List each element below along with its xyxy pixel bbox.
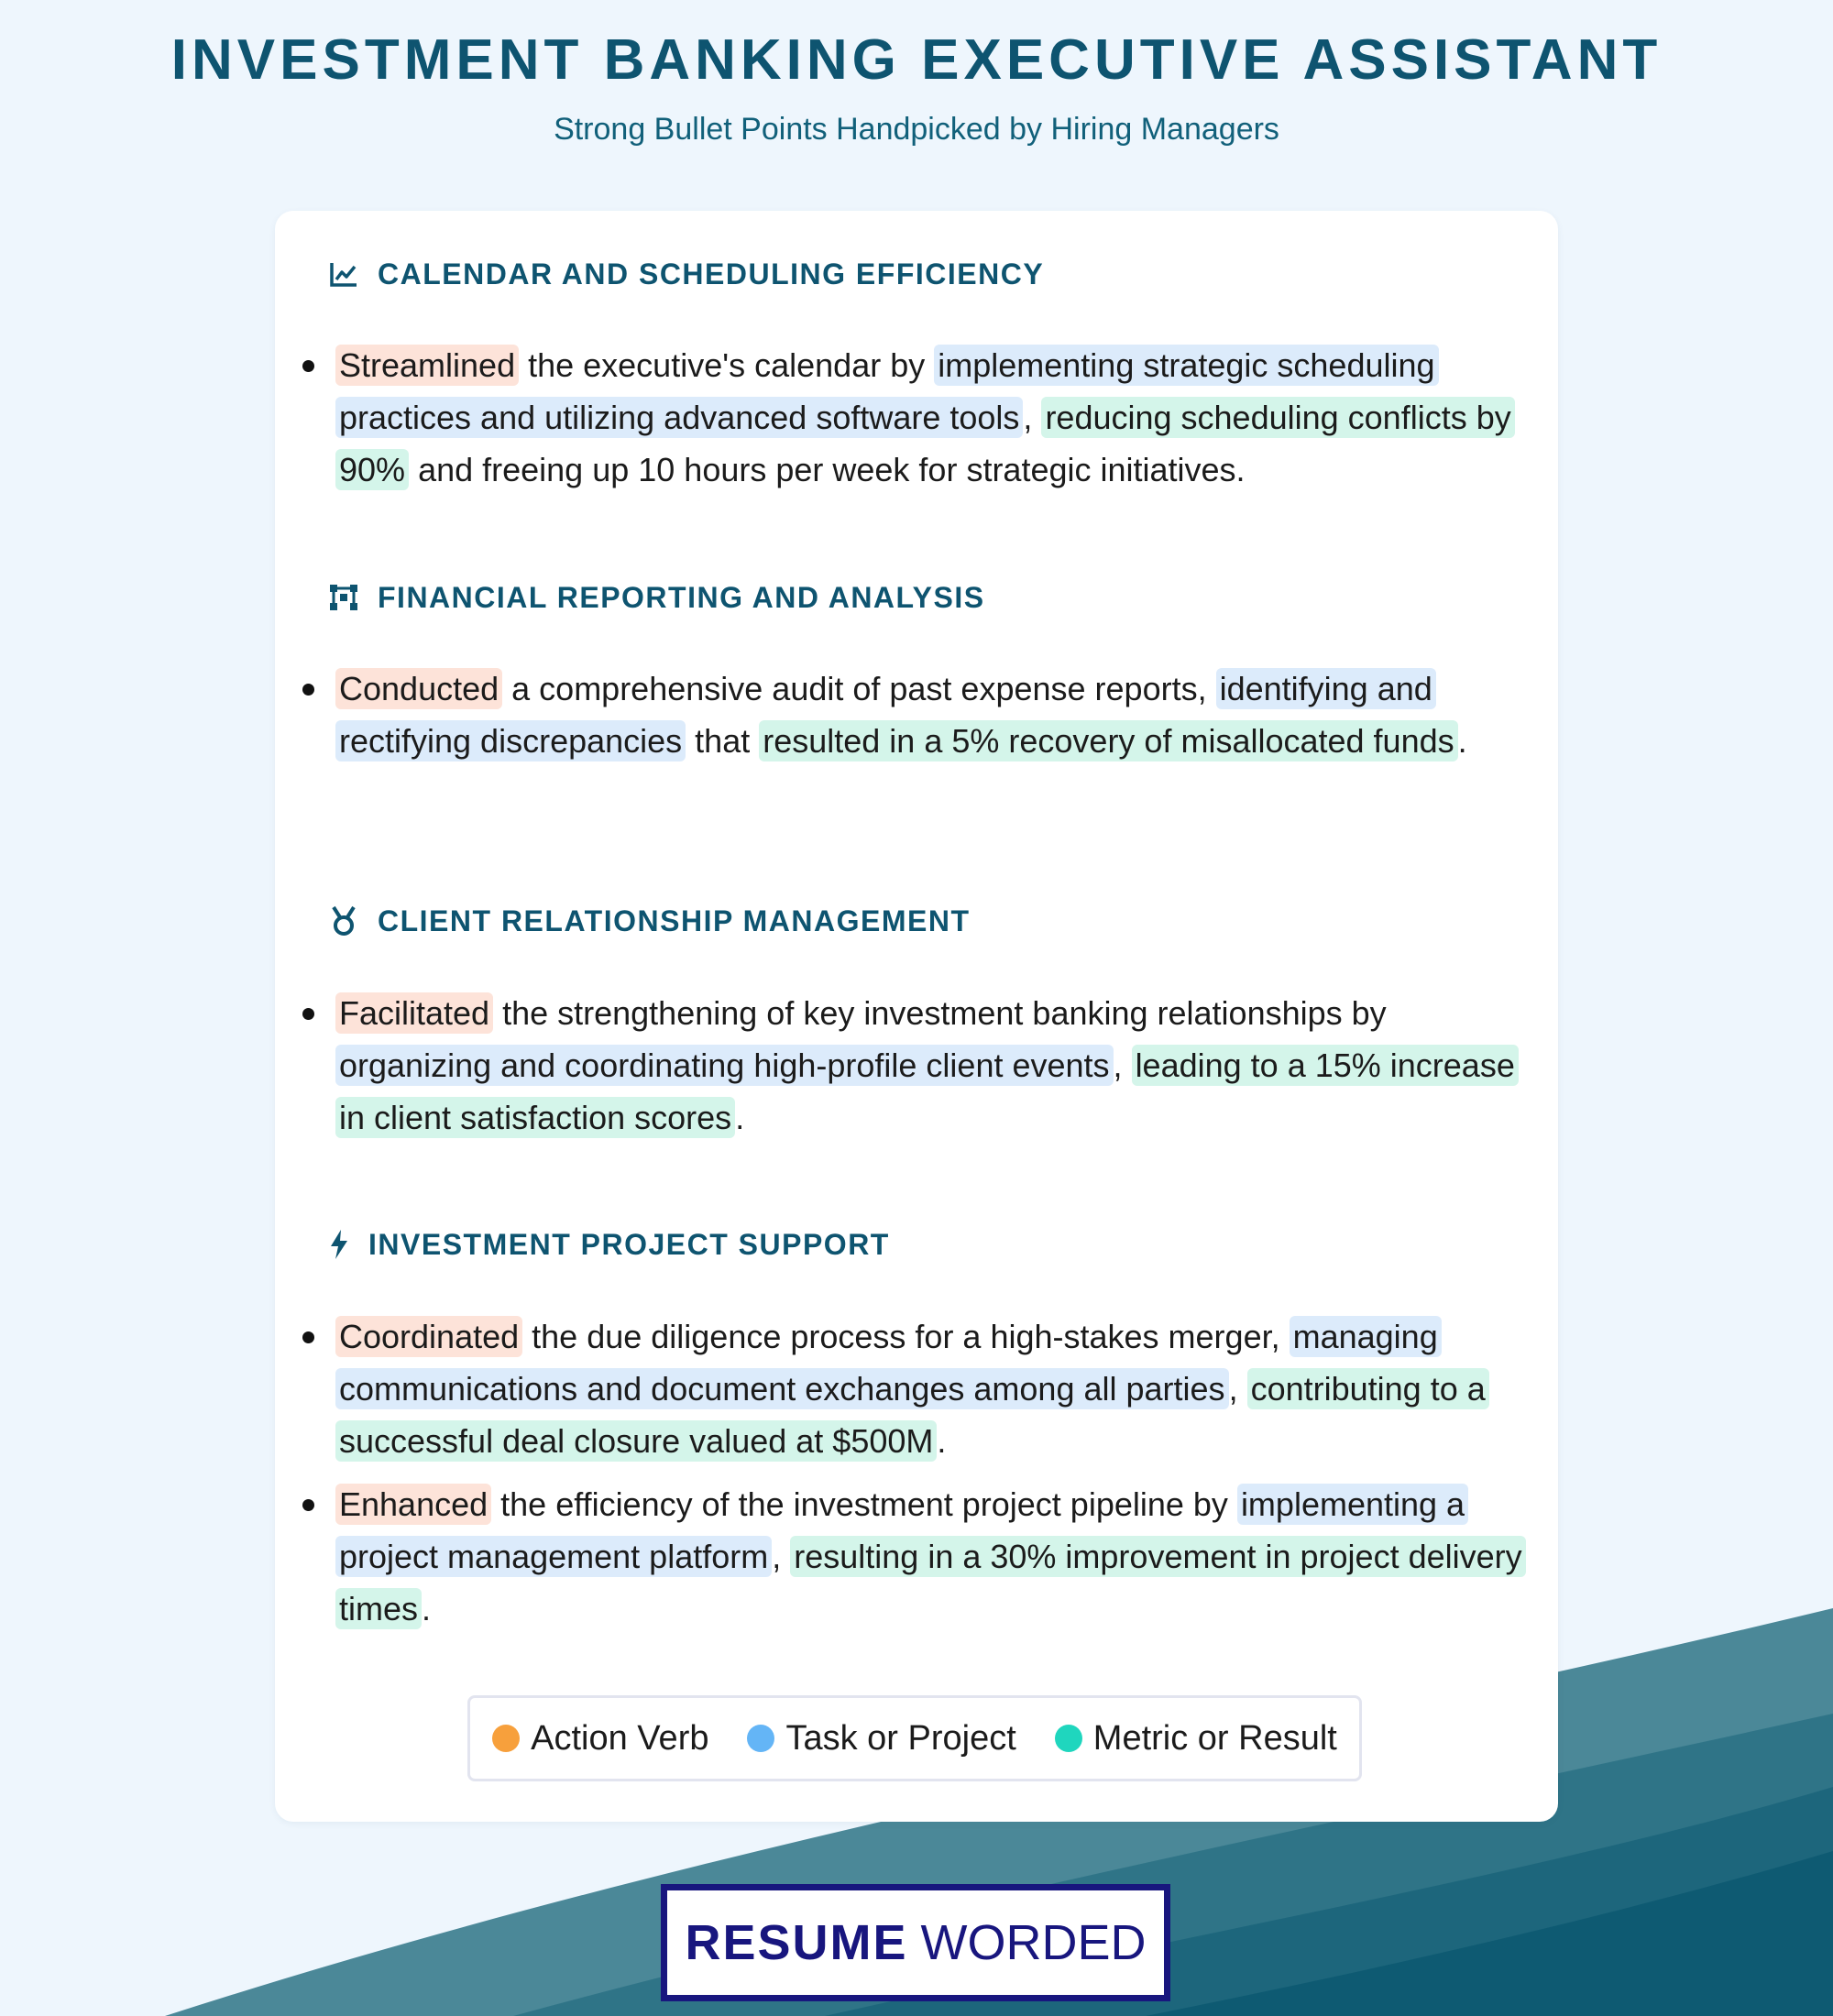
bullet-list-investment	[275, 1310, 1558, 1646]
bullet-text: ,	[1228, 1370, 1247, 1408]
bullet-list-calendar	[275, 339, 1558, 507]
section-header-client	[328, 898, 970, 944]
resume-bullets-card	[275, 211, 1558, 1822]
teal-dot-icon	[1055, 1725, 1082, 1752]
page-subtitle: Strong Bullet Points Handpicked by Hiring Managers	[554, 112, 1279, 147]
section-header-financial	[328, 575, 985, 620]
bullet-text: .	[422, 1590, 432, 1627]
page-title: INVESTMENT BANKING EXECUTIVE ASSISTANT	[170, 28, 1663, 92]
bullet-text: the executive's calendar by	[519, 346, 935, 384]
section-title: INVESTMENT PROJECT SUPPORT	[368, 1227, 890, 1261]
bullet-text: ,	[772, 1538, 791, 1575]
bullet-item	[275, 663, 1558, 767]
task-phrase: identifying and rectifying discrepancies	[335, 668, 1436, 761]
task-phrase: managing communications and document exchanges among all parties	[335, 1316, 1442, 1409]
section-header-investment	[328, 1222, 890, 1267]
legend-item-action-verb	[492, 1719, 708, 1759]
network-nodes-icon	[328, 582, 359, 613]
bullet-text: that	[686, 722, 760, 760]
bullet-dot	[302, 1499, 314, 1511]
bullet-text: .	[735, 1099, 745, 1136]
action-verb: Streamlined	[335, 345, 519, 386]
task-phrase: organizing and coordinating high-profile client events	[335, 1045, 1114, 1086]
legend-label: Action Verb	[531, 1718, 709, 1758]
lightning-bolt-icon	[328, 1229, 350, 1260]
bullet-text: the due diligence process for a high-stakes merger,	[522, 1318, 1290, 1355]
blue-dot-icon	[747, 1725, 774, 1752]
bullet-text: .	[1457, 722, 1467, 760]
section-title: FINANCIAL REPORTING AND ANALYSIS	[378, 580, 985, 614]
metric-phrase: resulting in a 30% improvement in project delivery times	[335, 1536, 1526, 1629]
bullet-dot	[302, 1331, 314, 1343]
action-verb: Conducted	[335, 668, 502, 709]
bullet-text: .	[937, 1422, 947, 1460]
bullet-item	[275, 1478, 1558, 1635]
bullet-text: and freeing up 10 hours per week for strategic initiatives.	[409, 451, 1246, 488]
line-chart-icon	[328, 258, 359, 290]
section-header-calendar	[328, 251, 1044, 297]
resume-worded-logo[interactable]	[661, 1884, 1170, 2001]
medal-icon	[328, 905, 359, 937]
action-verb: Coordinated	[335, 1316, 522, 1357]
bullet-dot	[302, 360, 314, 372]
action-verb: Enhanced	[335, 1484, 491, 1525]
bullet-text: ,	[1113, 1046, 1132, 1084]
metric-phrase: leading to a 15% increase in client satisfaction scores	[335, 1045, 1519, 1138]
metric-phrase: reducing scheduling conflicts by 90%	[335, 397, 1515, 490]
metric-phrase: resulted in a 5% recovery of misallocated funds	[759, 720, 1457, 761]
logo-text-bold: RESUME	[685, 1915, 908, 1970]
highlight-legend	[467, 1695, 1362, 1781]
action-verb: Facilitated	[335, 992, 493, 1034]
bullet-list-financial	[275, 663, 1558, 778]
bullet-text: the strengthening of key investment banking relationships by	[493, 994, 1387, 1032]
bullet-item	[275, 1310, 1558, 1467]
section-title: CALENDAR AND SCHEDULING EFFICIENCY	[378, 257, 1045, 290]
task-phrase: implementing strategic scheduling practices and utilizing advanced software tools	[335, 345, 1439, 438]
legend-label: Task or Project	[785, 1718, 1016, 1758]
bullet-dot	[302, 684, 314, 696]
bullet-dot	[302, 1008, 314, 1020]
bullet-text: ,	[1023, 399, 1042, 436]
bullet-text: a comprehensive audit of past expense reports,	[502, 670, 1216, 707]
legend-item-task	[747, 1719, 1015, 1759]
metric-phrase: contributing to a successful deal closure valued at $500M	[335, 1368, 1489, 1462]
section-title: CLIENT RELATIONSHIP MANAGEMENT	[378, 904, 971, 937]
bullet-item	[275, 339, 1558, 496]
bullet-list-client	[275, 987, 1558, 1155]
bullet-text: the efficiency of the investment project pipeline by	[491, 1485, 1237, 1523]
bullet-item	[275, 987, 1558, 1144]
logo-text-light: WORDED	[920, 1915, 1147, 1970]
legend-label: Metric or Result	[1092, 1718, 1337, 1758]
task-phrase: implementing a project management platform	[335, 1484, 1468, 1577]
legend-item-metric	[1055, 1719, 1337, 1759]
orange-dot-icon	[492, 1725, 520, 1752]
